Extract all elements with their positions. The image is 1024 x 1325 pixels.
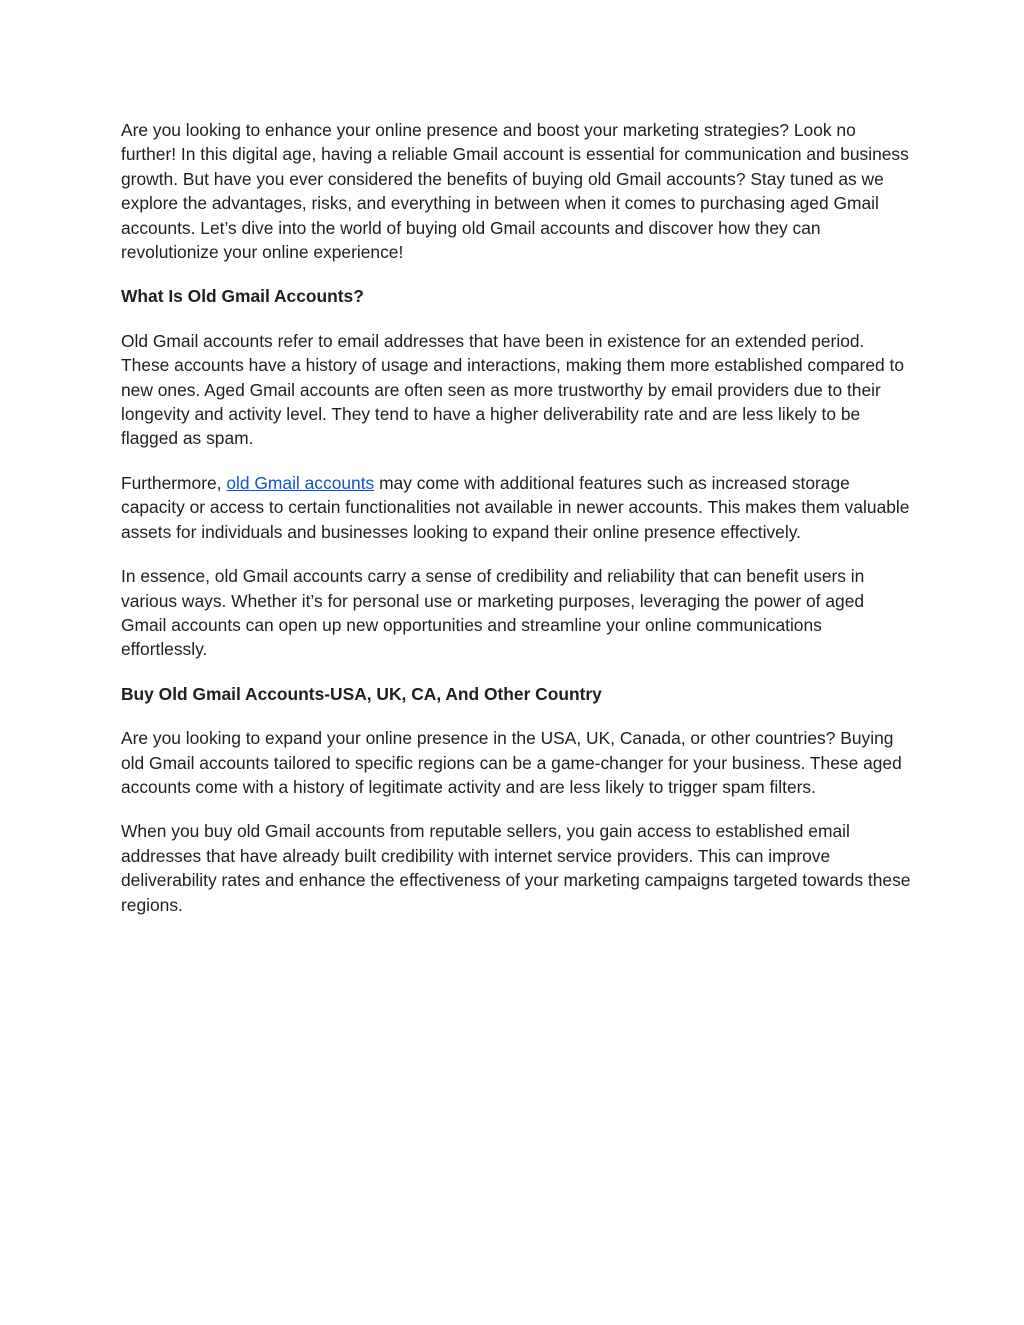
paragraph-furthermore-rest: may come with additional features such as increased storage capacity or access to certain functionalities not available in newer accounts. This makes them valuable assets for individuals and businesses looking to expand their online presence effectively. [121,472,910,542]
paragraph-definition: Old Gmail accounts refer to email addresses that have been in existence for an extended period. These accounts have a history of usage and interactions, making them more established compared to new ones. Aged Gmail accounts are often seen as more trustworthy by email providers due to their longevity and activity level. They tend to have a higher deliverability rate and are less likely to be flagged as spam. [121,330,905,449]
paragraph-furthermore [121,471,911,544]
section-heading-what-is: What Is Old Gmail Accounts? [121,286,364,307]
document-page [121,118,911,937]
paragraph-furthermore-lead: Furthermore, [121,472,227,493]
paragraph-in-essence: In essence, old Gmail accounts carry a sense of credibility and reliability that can benefit users in various ways. Whether it’s for personal use or marketing purposes, leveraging the power of aged Gmail accounts can open up new opportunities and streamline your online communications effortlessly. [121,566,865,660]
section-heading-buy-old: Buy Old Gmail Accounts-USA, UK, CA, And Other Country [121,683,602,704]
paragraph-regions: Are you looking to expand your online presence in the USA, UK, Canada, or other countries? Buying old Gmail accounts tailored to specific regions can be a game-changer for your business. These aged accounts come with a history of legitimate activity and are less likely to trigger spam filters. [121,728,902,797]
old-gmail-accounts-link[interactable]: old Gmail accounts [226,472,375,493]
paragraph-reputable-sellers: When you buy old Gmail accounts from reputable sellers, you gain access to established email addresses that have already built credibility with internet service providers. This can improve deliverability rates and enhance the effectiveness of your marketing campaigns targeted towards these regions. [121,821,911,915]
intro-paragraph: Are you looking to enhance your online presence and boost your marketing strategies? Look no further! In this digital age, having a reliable Gmail account is essential for communication and business growth. But have you ever considered the benefits of buying old Gmail accounts? Stay tuned as we explore the advantages, risks, and everything in between when it comes to purchasing aged Gmail accounts. Let’s dive into the world of buying old Gmail accounts and discover how they can revolutionize your online experience! [121,120,909,263]
